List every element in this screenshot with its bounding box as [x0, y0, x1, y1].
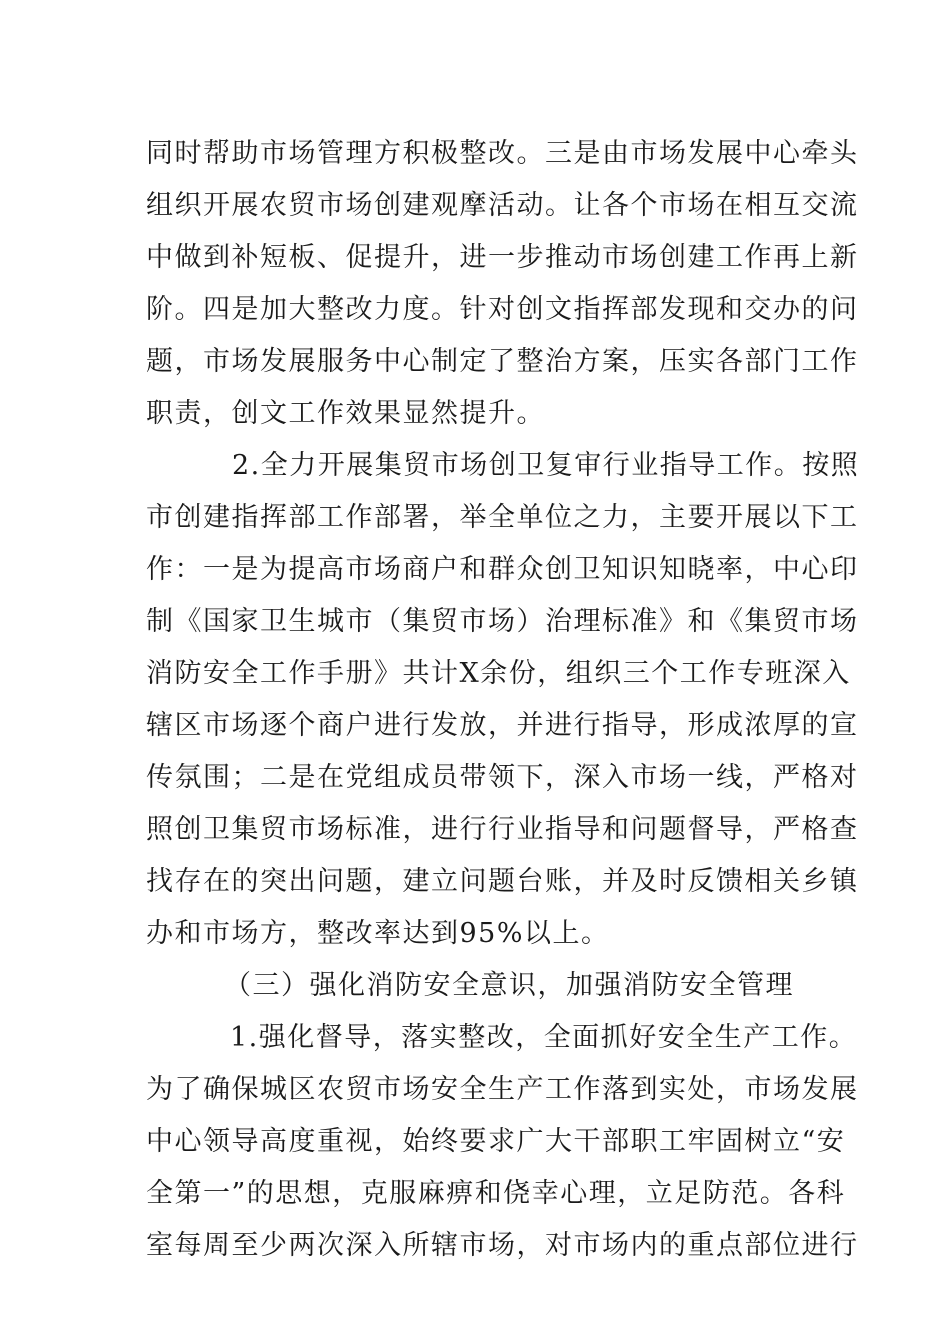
paragraph-line: 为了确保城区农贸市场安全生产工作落到实处，市场发展 — [146, 1074, 859, 1105]
paragraph-line: 组织开展农贸市场创建观摩活动。让各个市场在相互交流 — [146, 190, 859, 221]
paragraph-line: 同时帮助市场管理方积极整改。三是由市场发展中心牵头 — [146, 138, 859, 169]
paragraph-line: 制《国家卫生城市（集贸市场）治理标准》和《集贸市场 — [146, 606, 859, 637]
paragraph-line: 找存在的突出问题，建立问题台账，并及时反馈相关乡镇 — [146, 866, 859, 897]
section-heading: （三）强化消防安全意识，加强消防安全管理 — [224, 970, 794, 1001]
paragraph-line: 中做到补短板、促提升，进一步推动市场创建工作再上新 — [146, 242, 859, 273]
paragraph-line: 阶。四是加大整改力度。针对创文指挥部发现和交办的问 — [146, 294, 859, 325]
paragraph-line: 2.全力开展集贸市场创卫复审行业指导工作。按照 — [232, 450, 860, 481]
paragraph-line: 照创卫集贸市场标准，进行行业指导和问题督导，严格查 — [146, 814, 859, 845]
paragraph-line: 全第一”的思想，克服麻痹和侥幸心理，立足防范。各科 — [146, 1178, 846, 1209]
paragraph-line: 室每周至少两次深入所辖市场，对市场内的重点部位进行 — [146, 1230, 859, 1261]
paragraph-line: 中心领导高度重视，始终要求广大干部职工牢固树立“安 — [146, 1126, 846, 1157]
paragraph-line: 市创建指挥部工作部署，举全单位之力，主要开展以下工 — [146, 502, 859, 533]
paragraph-line: 办和市场方，整改率达到95%以上。 — [146, 918, 610, 949]
paragraph-line: 传氛围；二是在党组成员带领下，深入市场一线，严格对 — [146, 762, 859, 793]
paragraph-line: 消防安全工作手册》共计X余份，组织三个工作专班深入 — [146, 658, 851, 689]
paragraph-line: 辖区市场逐个商户进行发放，并进行指导，形成浓厚的宣 — [146, 710, 859, 741]
paragraph-line: 作：一是为提高市场商户和群众创卫知识知晓率，中心印 — [146, 554, 859, 585]
paragraph-line: 职责，创文工作效果显然提升。 — [146, 398, 545, 429]
paragraph-line: 题，市场发展服务中心制定了整治方案，压实各部门工作 — [146, 346, 859, 377]
paragraph-line: 1.强化督导，落实整改，全面抓好安全生产工作。 — [230, 1022, 858, 1053]
